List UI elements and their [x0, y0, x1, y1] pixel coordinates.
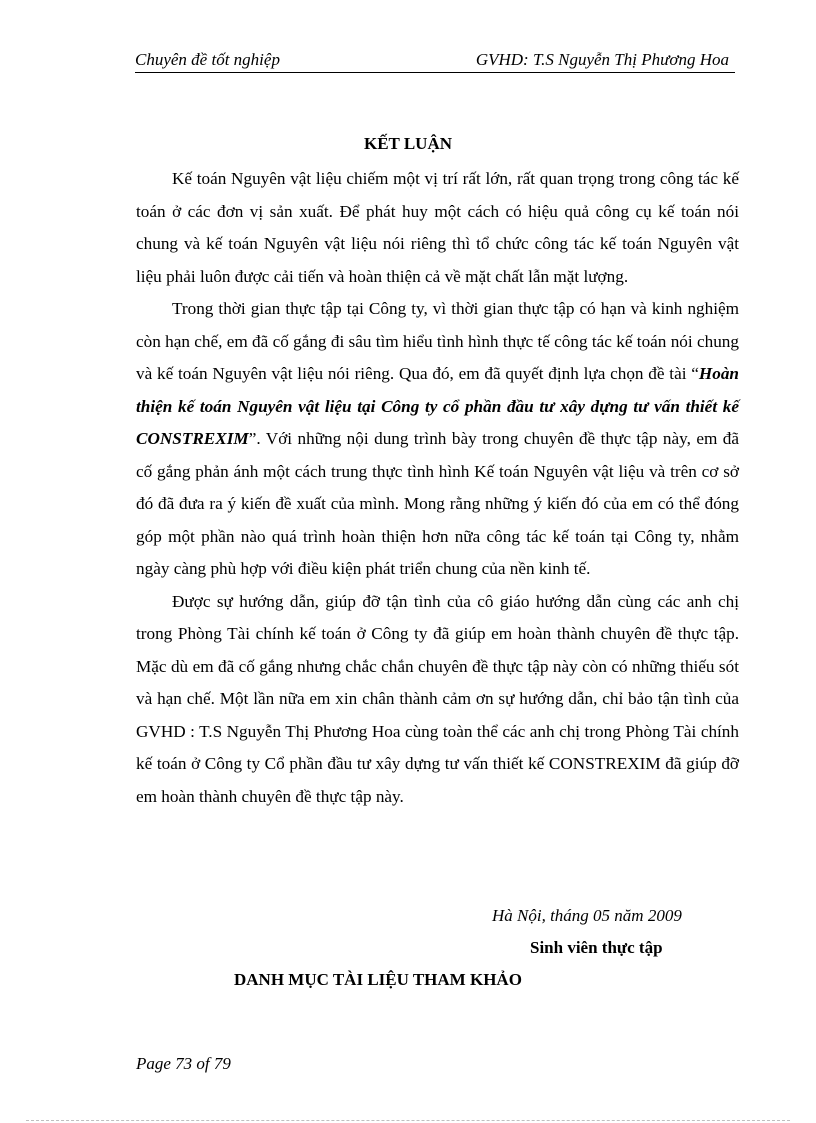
- date-line: Hà Nội, tháng 05 năm 2009: [492, 906, 682, 925]
- page-number: Page 73 of 79: [136, 1054, 231, 1073]
- section-title: KẾT LUẬN: [363, 134, 452, 153]
- references-title: DANH MỤC TÀI LIỆU THAM KHẢO: [234, 970, 522, 989]
- paragraph-3: Được sự hướng dẫn, giúp đỡ tận tình của cô giáo hướng dẫn cùng các anh chị trong Phòng Tài chính kế toán ở Công ty đã giúp em hoàn thành chuyên đề thực tập. Mặc dù em đã cố gắng nhưng chắc chắn chuyên đề thực tập này còn có những thiếu sót và hạn chế. Một lần nữa em xin chân thành cảm ơn sự hướng dẫn, chỉ bảo tận tình của GVHD : T.S Nguyễn Thị Phương Hoa cùng toàn thể các anh chị trong Phòng Tài chính kế toán ở Công ty Cổ phần đầu tư xây dựng tư vấn thiết kế CONSTREXIM đã giúp đỡ em hoàn thành chuyên đề thực tập này.: [136, 591, 739, 806]
- paragraph-2: [136, 293, 739, 586]
- page-bottom-divider: [26, 1120, 790, 1121]
- paragraph-1: Kế toán Nguyên vật liệu chiếm một vị trí rất lớn, rất quan trọng trong công tác kế toán ở các đơn vị sản xuất. Để phát huy một cách có hiệu quả công cụ kế toán nói chung và kế toán Nguyên vật liệu nói riêng thì tổ chức công tác kế toán Nguyên vật liệu phải luôn được cải tiến và hoàn thiện cả về mặt chất lẫn mặt lượng.: [136, 169, 739, 286]
- header-supervisor: GVHD: T.S Nguyễn Thị Phương Hoa: [475, 50, 729, 69]
- paragraph-2-intro: Trong thời gian thực tập tại Công ty, vì thời gian thực tập có hạn và kinh nghiệm còn hạn chế, em đã cố gắng đi sâu tìm hiểu tình hình thực tế công tác kế toán nói chung và kế toán Nguyên vật liệu nói riêng. Qua đó, em đã quyết định lựa chọn đề tài “: [136, 299, 739, 383]
- thesis-topic: Hoàn thiện kế toán Nguyên vật liệu tại Công ty cổ phần đầu tư xây dựng tư vấn thiết kế CONSTREXIM: [136, 364, 739, 448]
- conclusion-body: [136, 163, 739, 813]
- signer-label: Sinh viên thực tập: [530, 938, 663, 957]
- paragraph-2-rest: ”. Với những nội dung trình bày trong chuyên đề thực tập này, em đã cố gắng phản ánh một cách trung thực tình hình Kế toán Nguyên vật liệu và trên cơ sở đó đã đưa ra ý kiến đề xuất của mình. Mong rằng những ý kiến đó của em có thể đóng góp một phần nào quá trình hoàn thiện hơn nữa công tác kế toán tại Công ty, nhằm ngày càng phù hợp với điều kiện phát triển chung của nền kinh tế.: [136, 429, 739, 578]
- header-document-type: Chuyên đề tốt nghiệp: [135, 50, 280, 69]
- page-header: [135, 48, 735, 73]
